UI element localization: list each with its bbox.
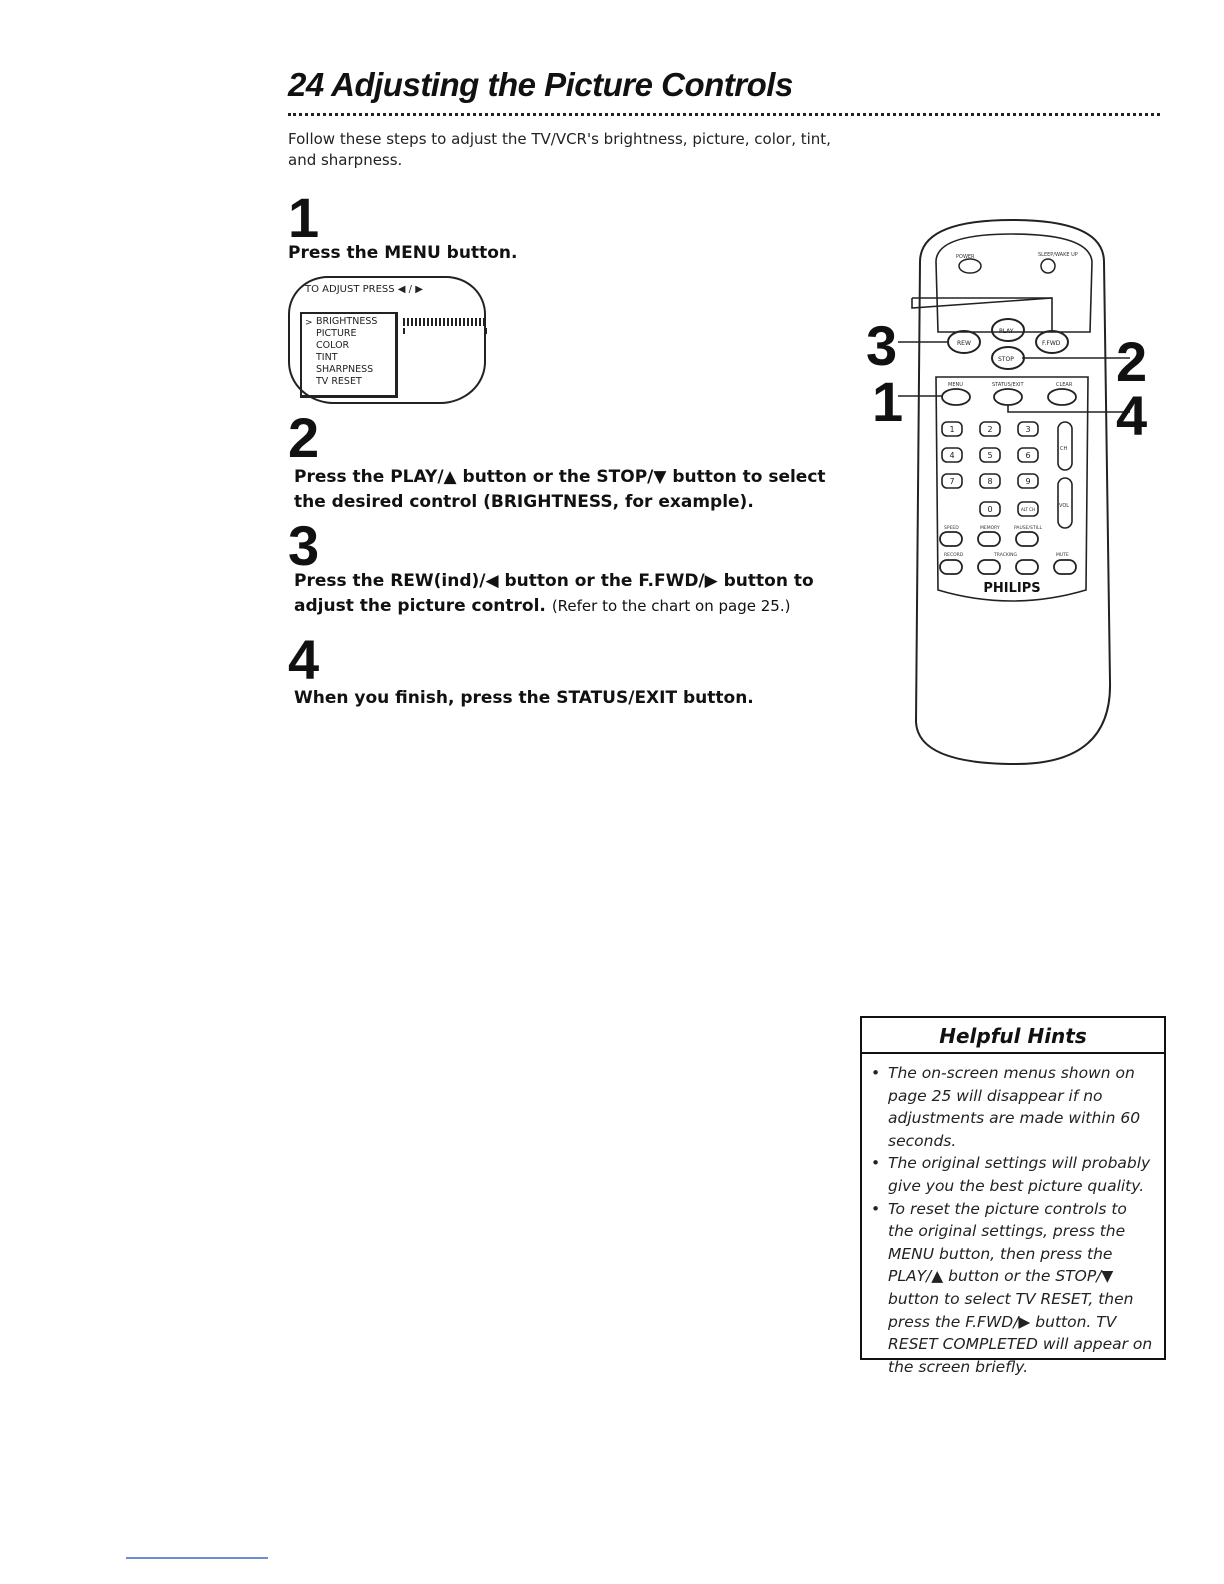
number-keys — [942, 422, 1038, 516]
step-2-text: Press the PLAY/▲ button or the STOP/▼ button to select the desired control (BRIGHTNESS, for example). — [294, 467, 826, 512]
footer-rule — [126, 1557, 268, 1559]
record-label: RECORD — [944, 553, 964, 558]
callout-1: 1 — [872, 370, 904, 433]
step-1-text: Press the MENU button. — [288, 243, 518, 263]
record-button — [940, 560, 962, 574]
hint-item: • To reset the picture controls to the original settings, press the MENU button, then press the PLAY/▲ button or the STOP/▼ button to select TV RESET, then press the F.FWD/▶ button. TV RESET COMPLETED will appear on the screen briefly. — [868, 1198, 1156, 1379]
key-7: 7 — [949, 477, 955, 486]
callout-3: 3 — [866, 314, 898, 377]
menu-item-color: COLOR — [316, 340, 350, 351]
menu-item-picture: PICTURE — [316, 328, 357, 339]
step-3-instruction: Press the REW(ind)/◀ button or the F.FWD/▶ button to adjust the picture control. — [294, 571, 814, 616]
sleep-button — [1041, 259, 1055, 273]
step-4-number: 4 — [288, 628, 320, 691]
power-button — [959, 259, 981, 273]
ffwd-label: F.FWD — [1042, 340, 1061, 347]
menu-item-brightness: BRIGHTNESS — [316, 316, 378, 327]
speed-label: SPEED — [944, 526, 959, 531]
key-9: 9 — [1025, 477, 1031, 486]
key-2: 2 — [987, 425, 993, 434]
callout-4: 4 — [1116, 384, 1148, 447]
tracking-label: TRACKING — [994, 553, 1017, 558]
remote-keypad-panel — [936, 377, 1088, 601]
helpful-hints-title: Helpful Hints — [862, 1018, 1164, 1054]
vol-label: VOL — [1059, 503, 1070, 509]
key-8: 8 — [987, 477, 993, 486]
pause-label: PAUSE/STILL — [1014, 526, 1042, 531]
mute-label: MUTE — [1056, 553, 1069, 558]
clear-button — [1048, 389, 1076, 405]
step-3-number: 3 — [288, 514, 320, 577]
stop-label: STOP — [998, 356, 1014, 363]
menu-label: MENU — [948, 382, 963, 388]
key-1: 1 — [949, 425, 955, 434]
step-3-note: (Refer to the chart on page 25.) — [551, 597, 791, 615]
menu-item-tint: TINT — [316, 352, 338, 363]
play-label: PLAY — [999, 328, 1014, 335]
clear-label: CLEAR — [1056, 382, 1073, 388]
menu-item-list — [300, 312, 398, 398]
level-bar-end-ticks — [403, 328, 487, 334]
header-divider — [288, 113, 1160, 116]
menu-cursor: > — [305, 318, 313, 328]
menu-adjust-label: TO ADJUST PRESS ◀ / ▶ — [305, 284, 423, 295]
remote-top-panel — [936, 234, 1092, 332]
memory-label: MEMORY — [980, 526, 1000, 531]
alt-ch-label: ALT CH — [1021, 507, 1035, 512]
callout-lines — [898, 298, 1130, 412]
remote-control-illustration — [862, 212, 1162, 772]
brand-logo: PHILIPS — [983, 581, 1041, 596]
key-3: 3 — [1025, 425, 1031, 434]
status-label: STATUS/EXIT — [992, 382, 1024, 388]
key-5: 5 — [987, 451, 993, 460]
key-6: 6 — [1025, 451, 1031, 460]
brightness-level-bar — [403, 318, 487, 326]
speed-button — [940, 532, 962, 546]
pause-button — [1016, 532, 1038, 546]
mute-button — [1054, 560, 1076, 574]
intro-text: Follow these steps to adjust the TV/VCR's brightness, picture, color, tint, and sharpness. — [288, 130, 831, 169]
step-2-number: 2 — [288, 406, 320, 469]
status-exit-button — [994, 389, 1022, 405]
power-label: POWER — [956, 254, 975, 260]
memory-button — [978, 532, 1000, 546]
menu-button — [942, 389, 970, 405]
step-1-number: 1 — [288, 186, 320, 249]
menu-item-tv-reset: TV RESET — [316, 376, 362, 387]
hint-item: • The on-screen menus shown on page 25 will disappear if no adjustments are made within 60 seconds. — [868, 1062, 1156, 1152]
step-4-text: When you finish, press the STATUS/EXIT button. — [294, 688, 754, 708]
page-title: 24 Adjusting the Picture Controls — [288, 66, 793, 103]
key-0: 0 — [987, 505, 993, 514]
remote-body — [916, 220, 1110, 764]
helpful-hints-list — [868, 1062, 1156, 1378]
menu-item-sharpness: SHARPNESS — [316, 364, 374, 375]
rew-label: REW — [957, 340, 971, 347]
hint-item: • The original settings will probably give you the best picture quality. — [868, 1152, 1156, 1197]
ch-label: CH — [1060, 446, 1068, 452]
tracking-down-button — [978, 560, 1000, 574]
key-4: 4 — [949, 451, 955, 460]
tracking-up-button — [1016, 560, 1038, 574]
step-3-text — [294, 569, 854, 619]
callout-2: 2 — [1116, 330, 1148, 393]
sleep-label: SLEEP/WAKE UP — [1038, 252, 1078, 258]
